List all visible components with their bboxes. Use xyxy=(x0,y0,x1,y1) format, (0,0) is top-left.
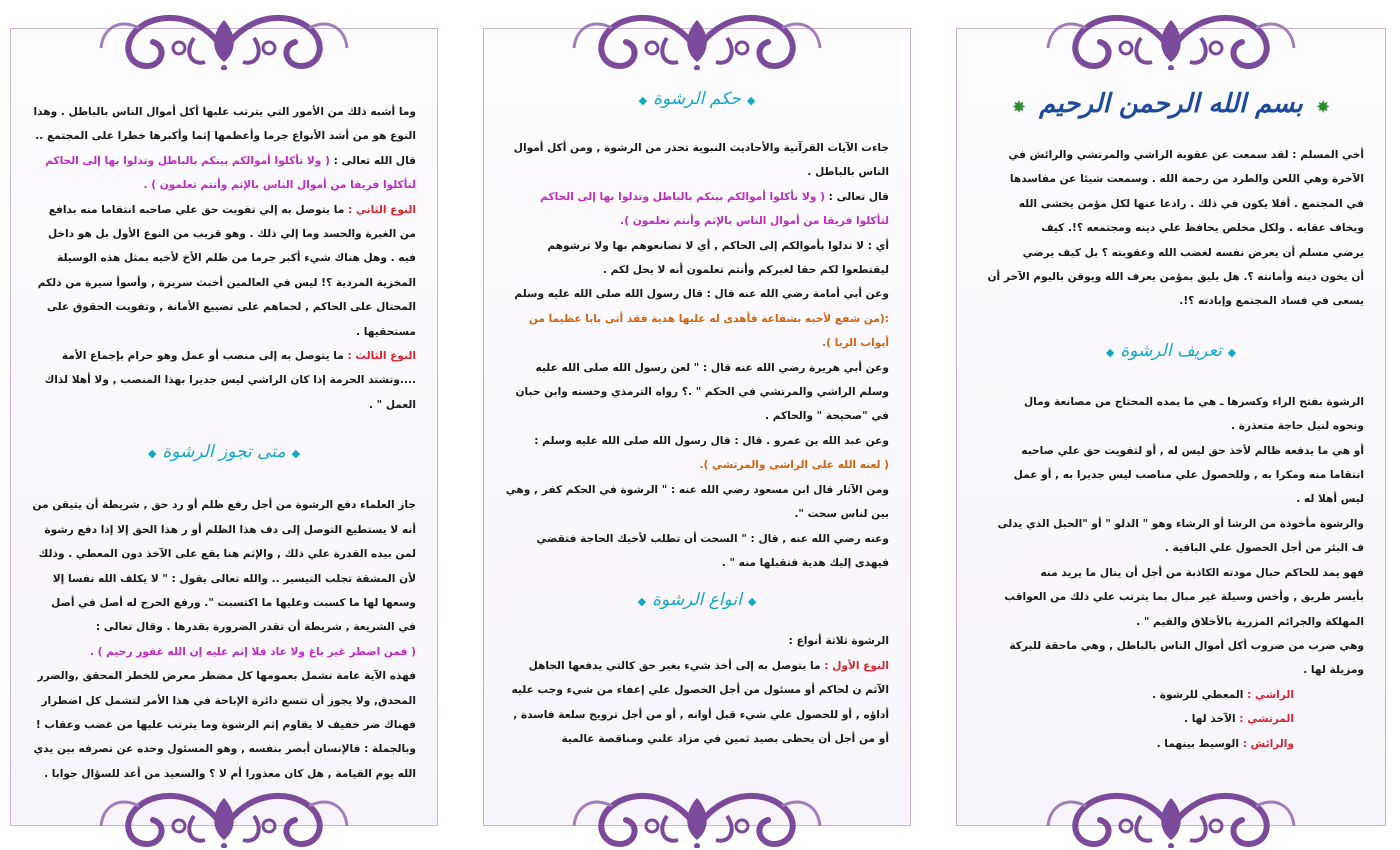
diamond-icon: ◆ xyxy=(147,447,157,461)
text-line: أخي المسلم : لقد سمعت عن عقوبة الراشي والمرتشي والرائش في xyxy=(1008,149,1364,161)
text-line: ويخاف عقابه . ولكل مخلص يحافظ علي دينه ومجتمعه ؟!. كيف xyxy=(1041,222,1364,235)
paragraph: وعنه رضي الله عنه , قال : " السحت أن تطلب لأخيك الحاجة فتقضي فيهدى إليك هدية فتقبلها منه " . xyxy=(536,532,889,569)
text-line: الرشوة بفتح الراء وكسرها ـ هي ما يمده المحتاج من مصانعة ومال xyxy=(1023,395,1364,408)
basmala-text: بسم الله الرحمن الرحيم xyxy=(1039,89,1303,119)
section-heading-when-allowed xyxy=(32,437,416,469)
heading-text: تعريف الرشوة xyxy=(1120,340,1222,361)
text-line: الناس بالباطل . xyxy=(807,166,889,179)
text-line: أن يخون دينه وأمانته ؟. هل يليق بمؤمن يعرف الله ويوقن باليوم الآخر أن xyxy=(987,271,1364,284)
quran-quote: ( ولا تأكلوا أموالكم بينكم بالباطل وتدلوا بها إلى الحاكم لتأكلوا فريقا من أموال الناس بالإثم وأنتم تعلمون ). xyxy=(540,190,889,228)
middle-content xyxy=(505,84,889,751)
term-label: الراشي : xyxy=(1247,688,1294,701)
text-line: والرشوة مأخوذة من الرشا أو الرشاء وهو " الدلو " أو "الحبل الذي يدلى xyxy=(997,517,1364,530)
left-content xyxy=(32,100,416,786)
term-label: والرائش : xyxy=(1242,737,1294,750)
heading-text: انواع الرشوة xyxy=(652,590,742,611)
diamond-icon: ◆ xyxy=(1105,345,1115,359)
section-heading-definition xyxy=(978,336,1364,368)
type-text: ما يتوصل به إلى منصب أو عمل وهو حرام بإجماع الأمة ....وتشتد الحرمة إذا كان الراشي ليس جديرا بهذا المنصب , ولا أهلا لذاك العمل " . xyxy=(44,350,416,411)
text-line: بأيسر طريق , وأخس وسيلة غير مبال بما يترتب علي ذلك من العواقب xyxy=(1004,591,1364,604)
text-line: ونحوه لنيل حاجة متعذرة . xyxy=(1231,420,1364,433)
diamond-icon: ◆ xyxy=(291,447,301,461)
paragraph xyxy=(505,654,889,752)
heading-text: حكم الرشوة xyxy=(653,89,741,109)
term-row xyxy=(978,683,1294,707)
top-ornament xyxy=(572,8,822,70)
paragraph: جاز العلماء دفع الرشوة من أجل رفع ظلم أو رد حق , شريطة أن يتيقن من أنه لا يستطيع التوصل إلى دف هذا الظلم أو ر هذا الحق إلا إذا دفع رشوة لمن بيده القدرة علي ذلك , والإثم هنا يقع على الآخذ دون المعطي . وذلك لأن المشقة تجلب التيسير .. والله تعالى يقول : " لا يكلف الله نفسا إلا وسعها لها ما كسبت وعليها ما اكتسبت ". ورفع الحرج له أصل في أصل في الشريعة , شريطة أن تقدر الضرورة بقدرها . وقال تعالى : xyxy=(32,499,416,634)
term-row xyxy=(978,707,1294,731)
type-text: ما يتوصل به إلي تفويت حق علي صاحبه انتقاما منه بدافع من الغيرة والحسد وما إلي ذلك . وهو قريب من النوع الأول بل هو داخل فيه . وهل هناك شيء أكبر جرما من ظلم الأخ لأخيه بمثل هذه الوسيلة المخزية المردية ؟! ليس في العالمين أخبث سريرة , وأسوأ سيرة من ذلكم المحتال على الحاكم , لحماهم على تضييع الأمانة , وتفويت الحقوق على مستحقيها . xyxy=(37,203,416,338)
text-line: انتقاما منه ومكرا به , وللحصول علي مناصب ليس جديرا به , أو عمل xyxy=(1013,469,1364,482)
quran-quote: ( ولا تأكلوا أموالكم بينكم بالباطل وتدلوا بها إلى الحاكم لتأكلوا فريقا من أموال الناس بالإثم وأنتم تعلمون ) . xyxy=(45,154,416,192)
diamond-icon: ◆ xyxy=(1227,345,1237,359)
text-line: فهو يمد للحاكم حبال مودته الكاذبة من أجل أن ينال ما يريد منه xyxy=(1040,566,1364,579)
paragraph: الرشوة ثلاثة أنواع : xyxy=(788,635,889,648)
diamond-icon: ◆ xyxy=(637,595,647,609)
paragraph: وعن أبي أمامة رضي الله عنه قال : قال رسول الله صلى الله عليه وسلم xyxy=(514,288,889,301)
middle-panel xyxy=(483,0,911,850)
lead-text: قال تعالى : xyxy=(828,190,889,203)
right-panel xyxy=(956,0,1386,850)
term-definition: المعطي للرشوة . xyxy=(1152,688,1248,701)
section-heading-types xyxy=(505,585,889,617)
bottom-ornament xyxy=(1046,786,1296,848)
definition-paragraph xyxy=(978,390,1364,683)
star-icon: ✸ xyxy=(1316,98,1330,116)
diamond-icon: ◆ xyxy=(747,595,757,609)
heading-text: متى تجوز الرشوة xyxy=(162,442,286,463)
bottom-ornament xyxy=(572,786,822,848)
basmala xyxy=(978,82,1364,129)
term-definition: الآخذ لها . xyxy=(1183,713,1240,726)
text-line: المهلكة والجرائم المزرية بالأخلاق والقيم " . xyxy=(1136,615,1364,628)
text-line: وهي ضرب من ضروب أكل أموال الناس بالباطل , وهي ماحقة للبركة xyxy=(1009,639,1364,652)
paragraph: ومن الآثار قال ابن مسعود رضي الله عنه : " الرشوة في الحكم كفر , وهي بين لناس سحت ". xyxy=(505,483,889,521)
paragraph: فهذه الآية عامة تشمل بعمومها كل مضطر معرض للخطر المحقق ,والضرر المحدق, ولا يجوز أن تتسع دائرة الإباحة في هذا الأمر لتشمل كل اضطرار فهناك ضر خفيف لا يقاوم إثم الرشوة وما يترتب عليها من غضب وعقاب ! وبالجملة : فالإنسان أبصر بنفسه , وهو المسئول وحده عن تصرفه بين يدي الله يوم القيامة , هل كان معذورا أم لا ؟ والسعيد من أعد للسؤال جوابا . xyxy=(33,670,416,780)
terms-list xyxy=(978,683,1364,756)
paragraph: أي : لا تدلوا بأموالكم إلى الحاكم , أي لا تصانعوهم بها ولا ترشوهم ليقتطعوا لكم حقا لغيركم وأنتم تعلمون أنه لا يحل لكم . xyxy=(547,239,889,277)
type-text: ما يتوصل به إلى أخذ شيء بغير حق كالتي يدفعها الجاهل الآثم ن لحاكم أو مسئول من أجل الحصول علي إعفاء من شيء وجب عليه أداؤه , أو للحصول علي شيء قبل أوانه , أو من أجل ترويج سلعة فاسدة , أو من أجل أن يحظى بصيد ثمين في مزاد علني ومناقصة عالمية xyxy=(511,659,889,745)
right-content xyxy=(978,80,1364,756)
paragraph: وعن أبي هريرة رضي الله عنه قال : " لعن رسول الله صلى الله عليه وسلم الراشي والمرتشي في الحكم " .؟ رواه الترمذي وحسنه وابن حبان في "صحيحة " والحاكم . xyxy=(515,361,889,423)
text-line: جاءت الآيات القرآنية والأحاديث النبوية تحذر من الرشوة , ومن أكل أموال xyxy=(513,142,889,154)
diamond-icon: ◆ xyxy=(638,94,648,107)
paragraph xyxy=(505,185,889,234)
type-label: النوع الثاني : xyxy=(347,203,416,216)
left-panel xyxy=(10,0,438,850)
text-line: ف البئر من أجل الحصول علي الباقية . xyxy=(1164,542,1364,555)
term-label: المرتشي : xyxy=(1239,713,1294,726)
paragraph xyxy=(505,136,889,185)
term-definition: الوسيط بينهما . xyxy=(1156,737,1243,750)
intro-paragraph xyxy=(978,143,1364,314)
star-icon: ✸ xyxy=(1012,98,1026,116)
text-line: يسعى في فساد المجتمع وإبادته ؟!. xyxy=(1179,295,1364,308)
text-line: في المجتمع . أفلا يكون في ذلك . رادعا عنها لكل مؤمن يخشى الله xyxy=(1018,197,1364,210)
hadith-quote: ( لعنه الله على الراشي والمرتشي ). xyxy=(699,459,889,472)
text-line: يرضي مسلم أن يعرض نفسه لغضب الله وعقوبته ؟ بل كيف يرضي xyxy=(1022,246,1364,259)
paragraph xyxy=(32,344,416,417)
text-line: ليس أهلا له . xyxy=(1296,493,1364,506)
text-line: ومزيلة لها . xyxy=(1303,664,1364,677)
top-ornament xyxy=(99,8,349,70)
paragraph: وعن عبد الله بن عمرو . قال : قال رسول الله صلى الله عليه وسلم : xyxy=(534,434,889,447)
section-heading-ruling xyxy=(505,84,889,116)
top-ornament xyxy=(1046,8,1296,70)
text-line: أو هي ما يدفعه ظالم لأخذ حق ليس له , أو لتفويت حق علي صاحبه xyxy=(1021,444,1364,457)
term-row xyxy=(978,732,1294,756)
hadith-quote: :(من شفع لأخيه بشفاعة فأهدى له عليها هدية فقد أتى بابا عظيما من أبواب الربا ). xyxy=(528,312,889,350)
quran-quote: ( فمن اضطر غير باغ ولا عاد فلا إثم عليه إن الله غفور رحيم ) . xyxy=(89,645,416,658)
paragraph xyxy=(32,198,416,344)
type-label: النوع الأول : xyxy=(824,659,889,672)
diamond-icon: ◆ xyxy=(746,94,756,107)
text-line: الآخرة وهي اللعن والطرد من رحمة الله . وسمعت شيئا عن مفاسدها xyxy=(1009,173,1364,186)
type-label: النوع الثالث : xyxy=(347,350,416,363)
bottom-ornament xyxy=(99,786,349,848)
paragraph xyxy=(32,100,416,198)
paragraph-text: وما أشبه ذلك من الأمور التي يترتب عليها أكل أموال الناس بالباطل . وهذا النوع هو من أشد الأنواع جرما وأعظمها إثما وأكبرها خطرا على المجتمع .. قال الله تعالى : xyxy=(33,106,416,167)
